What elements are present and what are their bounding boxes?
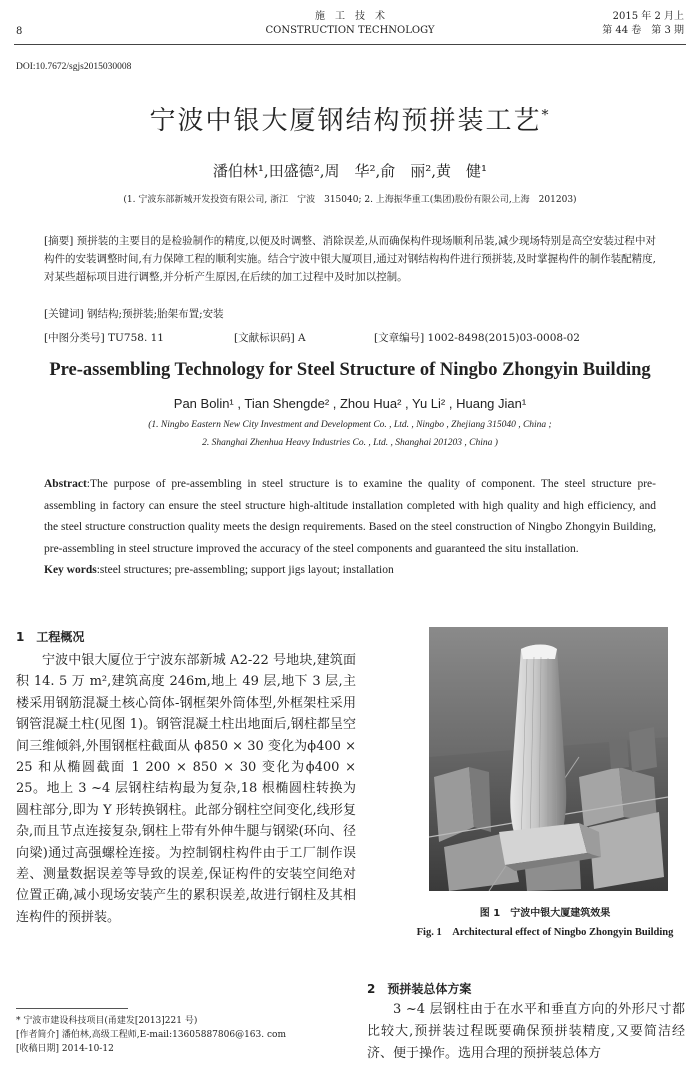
affiliation-en-2: 2. Shanghai Zhenhua Heavy Industries Co. , Ltd. , Shanghai 201203 , China ) xyxy=(202,438,498,448)
footnotes xyxy=(16,1014,286,1056)
title-footnote-mark: * xyxy=(541,107,551,124)
journal-name-cn: 施 工 技 术 xyxy=(315,11,385,22)
abstract-en-label: Abstract xyxy=(44,478,87,490)
keywords-cn xyxy=(44,306,224,321)
section-2-body: 3 ~4 层钢柱由于在水平和垂直方向的外形尺寸都比较大,预拼装过程既要确保预拼装精度,又要简洁经济、便于操作。选用合理的预拼装总体方 xyxy=(367,1002,685,1061)
keywords-en-text: :steel structures; pre-assembling; support jigs layout; installation xyxy=(96,564,394,576)
keywords-en-label: Key words xyxy=(44,564,97,576)
issue-date: 2015 年 2 月上 xyxy=(612,11,684,22)
abstract-cn-label: [摘要] xyxy=(44,235,74,247)
doc-code: [文献标识码] A xyxy=(234,332,306,344)
abstract-en xyxy=(44,474,656,582)
section-1-body: 宁波中银大厦位于宁波东部新城 A2-22 号地块,建筑面积 14. 5 万 m²,建筑高度 246m,地上 49 层,地下 3 层,主楼采用钢筋混凝土核心筒体-钢框架外筒体型,外框架柱采用钢管混凝土柱(见图 1)。钢管混凝土柱出地面后,钢柱都呈空间三维倾斜,外围钢框柱截面从 ϕ850 × 30 变化为ϕ400 × 25 和从椭圆截面 1 200 × 850 × 30 变化为ϕ400 × 25。地上 3 ~4 层钢柱结构最为复杂,18 根椭圆柱转换为圆柱部分,即为 Y 形转换钢柱。此部分钢柱空间变化,线形复杂,而且节点连接复杂,钢柱上带有外伸牛腿与钢梁(环向、径向梁)通过高强螺栓连接。为控制钢柱构件由于工厂制作误差、测量数据误差等导致的误差,保证构件的安装空间绝对位置正确,减小现场安装产生的累积误差,故进行钢柱及其相连构件的预拼装。 xyxy=(16,653,356,925)
journal-header xyxy=(230,10,470,38)
abstract-en-text: :The purpose of pre-assembling in steel structure is to examine the quality of component. The steel structure pre-assembling in factory can ensure the steel structure high-altitude installation completed with high quality and high efficiency, and the steel structure construction quality meets the design requirements. Based on the steel construction of Ningbo Zhongyin Building, pre-assembling in steel structure improved the accuracy of the steel components and guaranteed the situ installation. xyxy=(44,478,656,555)
doi: DOI:10.7672/sgjs2015030008 xyxy=(16,62,132,72)
issue-volume: 第 44 卷 第 3 期 xyxy=(602,25,684,36)
figure-1-caption-en: Fig. 1 Architectural effect of Ningbo Zhongyin Building xyxy=(416,927,674,938)
paper-title-cn xyxy=(0,100,700,137)
keywords-cn-label: [关键词] xyxy=(44,308,84,320)
affiliation-cn: (1. 宁波东部新城开发投资有限公司, 浙江 宁波 315040; 2. 上海振华重工(集团)股份有限公司,上海 201203) xyxy=(123,195,577,205)
abstract-cn-text: 预拼装的主要目的是检验制作的精度,以便及时调整、消除误差,从而确保构件现场顺利吊装,减少现场特别是高空安装过程中对构件的安装调整时间,有力保障工程的顺利实施。结合宁波中银大厦项目,通过对钢结构构件进行预拼装,及时掌握构件的制作装配精度,对某些超标项目进行调整,并分析产生原因,在后续的加工过程中及时加以控制。 xyxy=(44,235,657,283)
fund-note: * 宁波市建设科技项目(甬建发[2013]221 号) xyxy=(16,1016,198,1026)
keywords-cn-text: 钢结构;预拼装;胎架布置;安装 xyxy=(87,308,224,320)
header-divider xyxy=(14,44,686,45)
section-2-heading: 2 预拼装总体方案 xyxy=(367,982,472,996)
journal-name-en: CONSTRUCTION TECHNOLOGY xyxy=(265,25,435,36)
article-number: [文章编号] 1002-8498(2015)03-0008-02 xyxy=(374,332,580,344)
building-rendering-image xyxy=(429,627,668,891)
clc-code: [中图分类号] TU758. 11 xyxy=(44,332,164,344)
page-number: 8 xyxy=(16,26,23,37)
title-text-cn: 宁波中银大厦钢结构预拼装工艺 xyxy=(149,106,542,136)
issue-info xyxy=(602,10,684,38)
section-1-heading: 1 工程概况 xyxy=(16,630,85,644)
author-bio: [作者简介] 潘伯林,高级工程师,E-mail:13605887806@163. com xyxy=(16,1030,286,1040)
figure-1-caption-cn: 图 1 宁波中银大厦建筑效果 xyxy=(479,908,611,919)
footnote-divider xyxy=(16,1008,128,1009)
authors-cn: 潘伯林¹,田盛德²,周 华²,俞 丽²,黄 健¹ xyxy=(212,162,488,180)
affiliation-en-1: (1. Ningbo Eastern New City Investment and Development Co. , Ltd. , Ningbo , Zhejiang 315040 , China ; xyxy=(148,420,552,430)
abstract-cn xyxy=(44,232,656,286)
paper-title-en: Pre-assembling Technology for Steel Structure of Ningbo Zhongyin Building xyxy=(49,360,651,380)
authors-en: Pan Bolin¹ , Tian Shengde² , Zhou Hua² , Yu Li² , Huang Jian¹ xyxy=(173,396,527,411)
received-date: [收稿日期] 2014-10-12 xyxy=(16,1044,114,1054)
classification-line xyxy=(44,330,664,345)
